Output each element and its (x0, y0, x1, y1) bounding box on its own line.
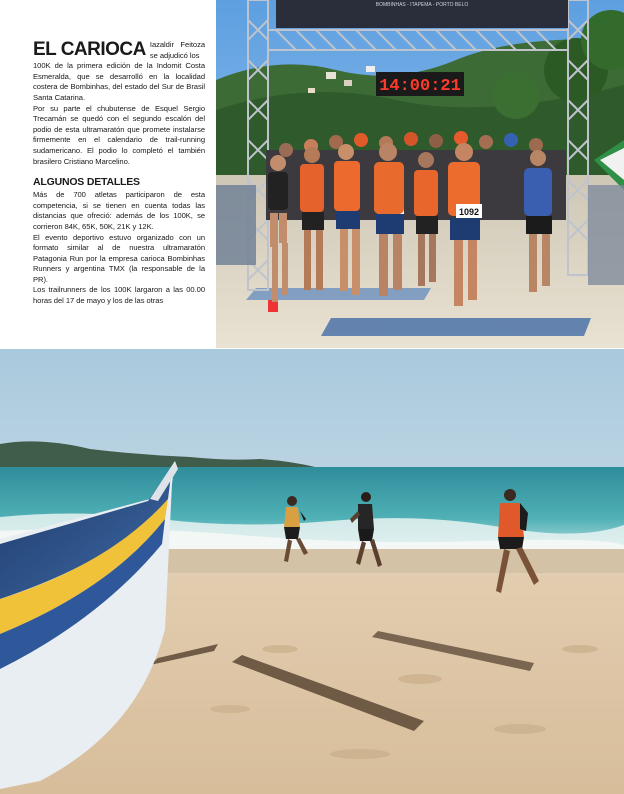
article-text-column (33, 40, 205, 307)
paragraph-podium: Por su parte el chubutense de Esquel Sergio Trecamán se quedó con el segundo escalón del podio de esta ultramaratón que promete instalarse firmemente en el calendario de trail-running sudamericano. El podio lo completó el también brasilero Cristiano Marcelino. (33, 103, 205, 166)
bib-number: 1092 (458, 207, 480, 217)
beach-running-photo (0, 349, 624, 794)
race-start-illustration (216, 0, 624, 348)
race-start-photo (216, 0, 624, 348)
paragraph-start-time: Los trailrunners de los 100K largaron a las 00.00 horas del 17 de mayo y los de las otras (33, 285, 205, 306)
banner-text: BOMBINHAS - ITAPEMA - PORTO BELO (375, 2, 469, 8)
race-clock-time: 14:00:21 (379, 77, 461, 96)
article-headline: EL CARIOCA (33, 39, 146, 60)
section-subheading: ALGUNOS DETALLES (33, 176, 140, 189)
headline-row (33, 40, 205, 61)
intro-lead: Iazaldir Feitoza se adjudicó los (149, 40, 205, 60)
paragraph-organizers: El evento deportivo estuvo organizado con un formato similar al de nuestra ultramaratón Patagonia Run por la empresa carioca Bombinhas Runners y argentina TMX (la responsable de la PR). (33, 232, 205, 284)
paragraph-participants: Más de 700 atletas participaron de esta competencia, si se tienen en cuenta todas las distancias que ofreció: además de los 100K, se corrieron 84K, 65K, 50K, 21K y 12K. (33, 190, 205, 231)
intro-paragraph: 100K de la primera edición de la Indomit Costa Esmeralda, que se desarrolló en la localidad costera de Bombinhas, del estado del Sur de Brasil Santa Catarina. (33, 61, 205, 102)
beach-illustration (0, 349, 624, 794)
